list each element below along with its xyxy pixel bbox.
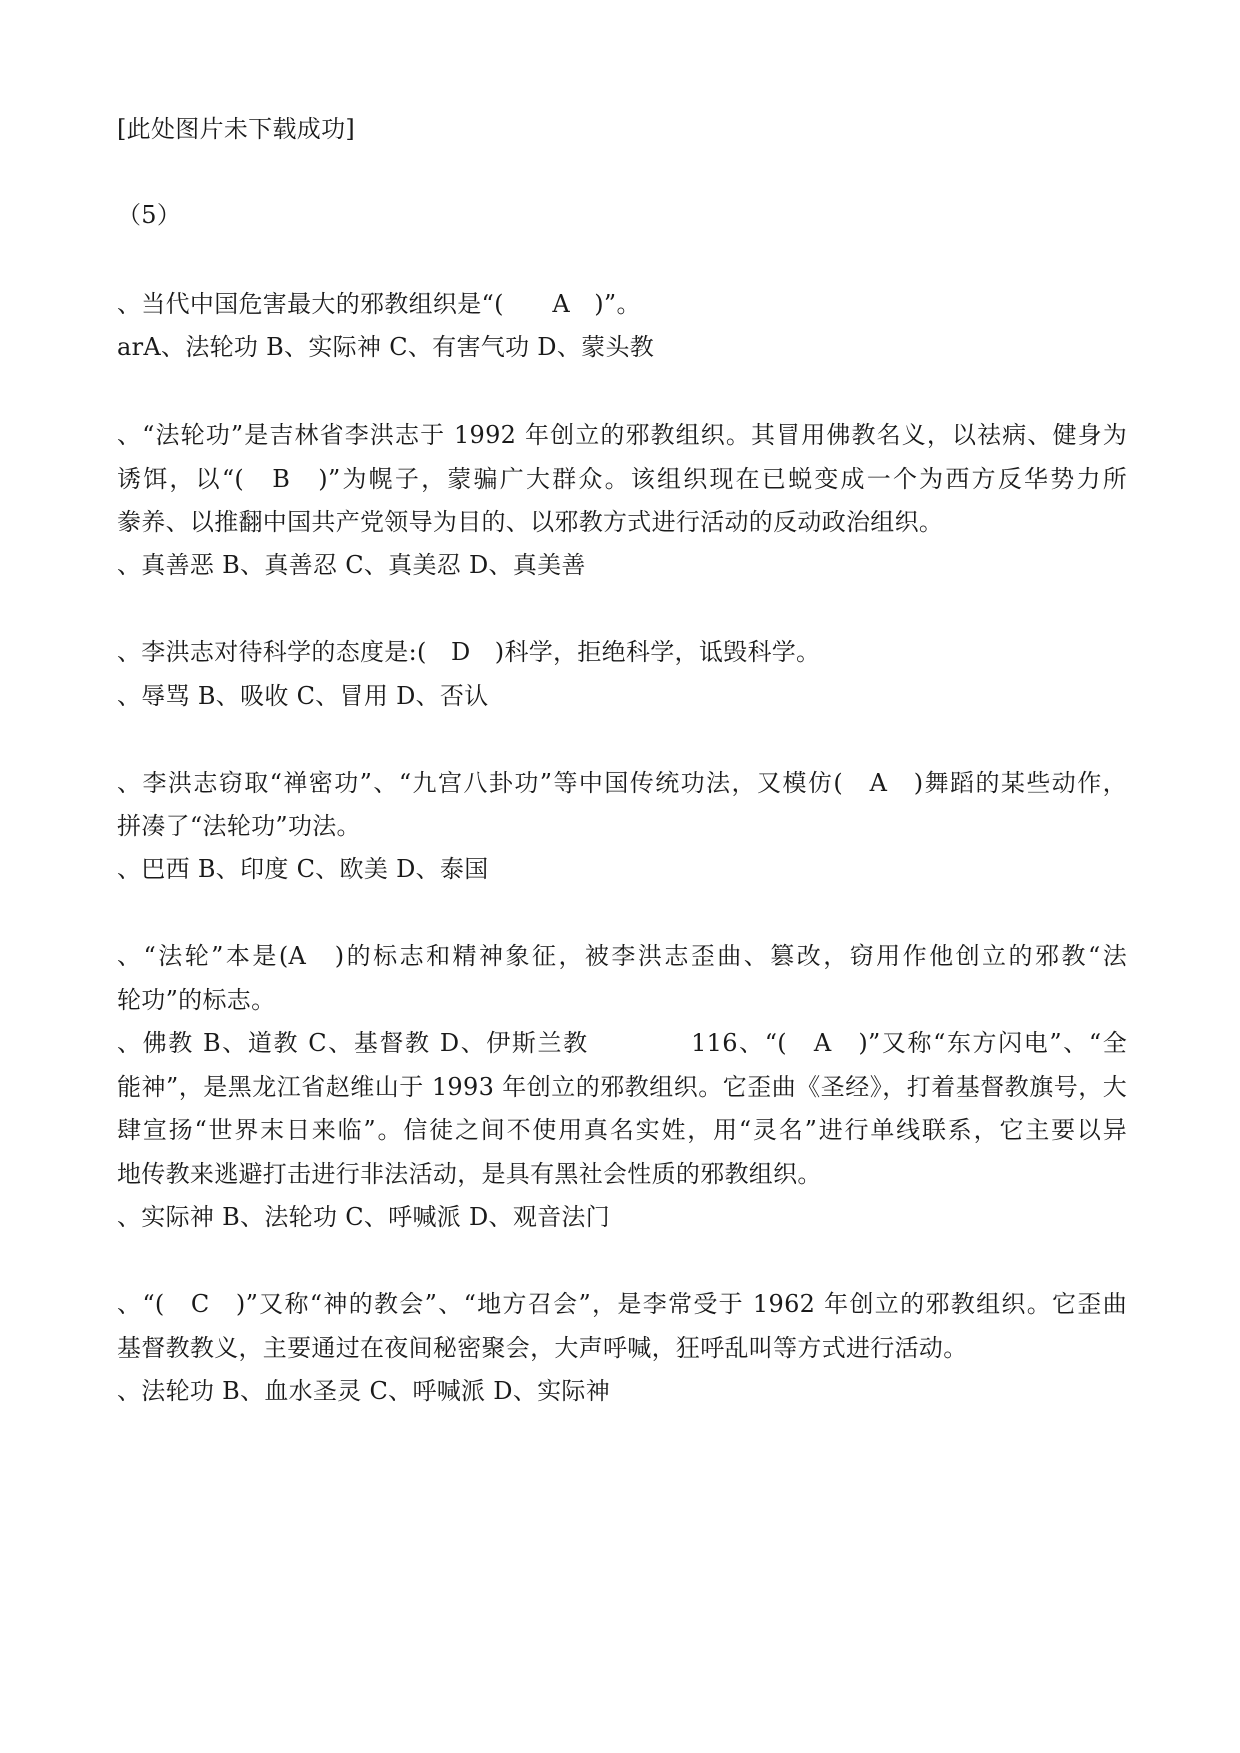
question-1-options: arA、法轮功 B、实际神 C、有害气功 D、蒙头教 xyxy=(117,333,655,361)
question-2-text-line-2: 诱饵，以“( B )”为幌子，蒙骗广大群众。该组织现在已蜕变成一个为西方反华势力所 xyxy=(117,465,1127,493)
question-4-text-line-1: 、李洪志窃取“禅密功”、“九宫八卦功”等中国传统功法，又模仿( A )舞蹈的某些动作， xyxy=(117,769,1127,797)
question-3-options: 、辱骂 B、吸收 C、冒用 D、否认 xyxy=(117,682,489,710)
question-5-options: 、实际神 B、法轮功 C、呼喊派 D、观音法门 xyxy=(117,1203,611,1231)
question-6-text-line-1: 、“( C )”又称“神的教会”、“地方召会”，是李常受于 1962 年创立的邪教组织。它歪曲 xyxy=(117,1290,1127,1318)
question-5-text-line-2: 轮功”的标志。 xyxy=(117,986,276,1014)
question-2-options: 、真善恶 B、真善忍 C、真美忍 D、真美善 xyxy=(117,551,586,579)
image-placeholder-text: [此处图片未下载成功] xyxy=(117,115,356,143)
question-5-text-line-1: 、“法轮”本是(A )的标志和精神象征，被李洪志歪曲、篡改，窃用作他创立的邪教“法 xyxy=(117,942,1127,970)
section-number: （5） xyxy=(117,201,182,229)
question-4-options: 、巴西 B、印度 C、欧美 D、泰国 xyxy=(117,855,489,883)
question-6-text-line-2: 基督教教义，主要通过在夜间秘密聚会，大声呼喊，狂呼乱叫等方式进行活动。 xyxy=(117,1334,968,1362)
question-2-text-line-1: 、“法轮功”是吉林省李洪志于 1992 年创立的邪教组织。其冒用佛教名义，以祛病、健身为 xyxy=(117,421,1127,449)
question-4-text-line-2: 拼凑了“法轮功”功法。 xyxy=(117,812,361,840)
question-2-text-line-3: 豢养、以推翻中国共产党领导为目的、以邪教方式进行活动的反动政治组织。 xyxy=(117,508,944,536)
question-5-text-line-3: 、佛教 B、道教 C、基督教 D、伊斯兰教 116、“( A )”又称“东方闪电”、“全 xyxy=(117,1029,1127,1057)
question-5-text-line-5: 肆宣扬“世界末日来临”。信徒之间不使用真名实姓，用“灵名”进行单线联系，它主要以异 xyxy=(117,1116,1127,1144)
question-6-options: 、法轮功 B、血水圣灵 C、呼喊派 D、实际神 xyxy=(117,1377,611,1405)
question-5-text-line-6: 地传教来逃避打击进行非法活动，是具有黑社会性质的邪教组织。 xyxy=(117,1160,822,1188)
question-3-text: 、李洪志对待科学的态度是:( D )科学，拒绝科学，诋毁科学。 xyxy=(117,638,821,666)
question-5-text-line-4: 能神”，是黑龙江省赵维山于 1993 年创立的邪教组织。它歪曲《圣经》，打着基督教旗号，大 xyxy=(117,1073,1127,1101)
question-1-text: 、当代中国危害最大的邪教组织是“( A )”。 xyxy=(117,290,641,318)
